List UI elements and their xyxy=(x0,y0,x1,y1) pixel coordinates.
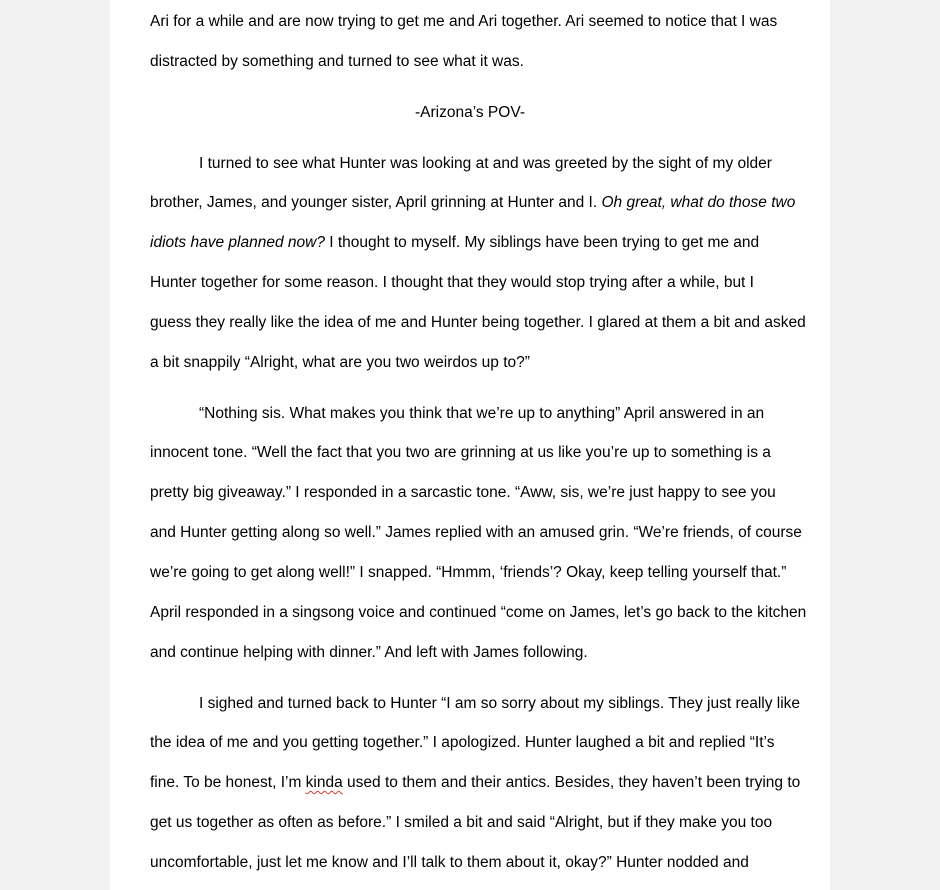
text-line: pretty big giveaway.” I responded in a sarcastic tone. “Aww, sis, we’re just happy to see you xyxy=(150,484,776,502)
text-span: I thought to myself. My siblings have been trying to get me and xyxy=(324,234,760,252)
text-line: Hunter together for some reason. I thought that they would stop trying after a while, but I xyxy=(150,274,754,292)
italic-thought: idiots have planned now? xyxy=(150,234,325,252)
text-line: guess they really like the idea of me and Hunter being together. I glared at them a bit and asked xyxy=(150,313,806,331)
text-line: a bit snappily “Alright, what are you two weirdos up to?” xyxy=(150,353,530,371)
section-heading: -Arizona’s POV- xyxy=(415,103,525,121)
document-page xyxy=(110,0,830,890)
italic-thought: Oh great, what do those two xyxy=(601,194,796,212)
text-line: the idea of me and you getting together.” I apologized. Hunter laughed a bit and replied “It’s xyxy=(150,734,775,752)
text-line: Ari for a while and are now trying to get me and Ari together. Ari seemed to notice that I was xyxy=(150,13,778,30)
text-line: and continue helping with dinner.” And left with James following. xyxy=(150,643,588,661)
text-line: distracted by something and turned to see what it was. xyxy=(150,52,524,70)
text-line xyxy=(150,763,801,803)
spelling-error-word[interactable]: kinda xyxy=(305,774,343,792)
paragraph xyxy=(150,144,806,383)
text-line: “Nothing sis. What makes you think that we’re up to anything” April answered in an xyxy=(199,404,765,422)
text-line: innocent tone. “Well the fact that you two are grinning at us like you’re up to something is a xyxy=(150,444,771,462)
text-line xyxy=(150,223,790,263)
text-line: uncomfortable, just let me know and I’ll talk to them about it, okay?” Hunter nodded and xyxy=(150,853,749,871)
text-line: April responded in a singsong voice and continued “come on James, let’s go back to the kitchen xyxy=(150,603,807,621)
text-line: and Hunter getting along so well.” James replied with an amused grin. “We’re friends, of course xyxy=(150,524,802,542)
text-line: we’re going to get along well!” I snapped. “Hmmm, ‘friends’? Okay, keep telling yourself that.” xyxy=(150,563,787,581)
paragraph xyxy=(150,394,807,673)
text-line xyxy=(150,183,796,223)
text-line: I sighed and turned back to Hunter “I am so sorry about my siblings. They just really like xyxy=(199,694,801,712)
text-span: used to them and their antics. Besides, they haven’t been trying to xyxy=(342,774,801,792)
text-span: brother, James, and younger sister, April grinning at Hunter and I. xyxy=(150,194,602,212)
paragraph xyxy=(150,684,801,883)
text-line: get us together as often as before.” I smiled a bit and said “Alright, but if they make you too xyxy=(150,814,773,832)
document-body[interactable] xyxy=(150,2,807,883)
paragraph xyxy=(150,2,790,82)
text-span: fine. To be honest, I’m xyxy=(150,774,306,792)
text-line: I turned to see what Hunter was looking at and was greeted by the sight of my older xyxy=(199,154,772,172)
